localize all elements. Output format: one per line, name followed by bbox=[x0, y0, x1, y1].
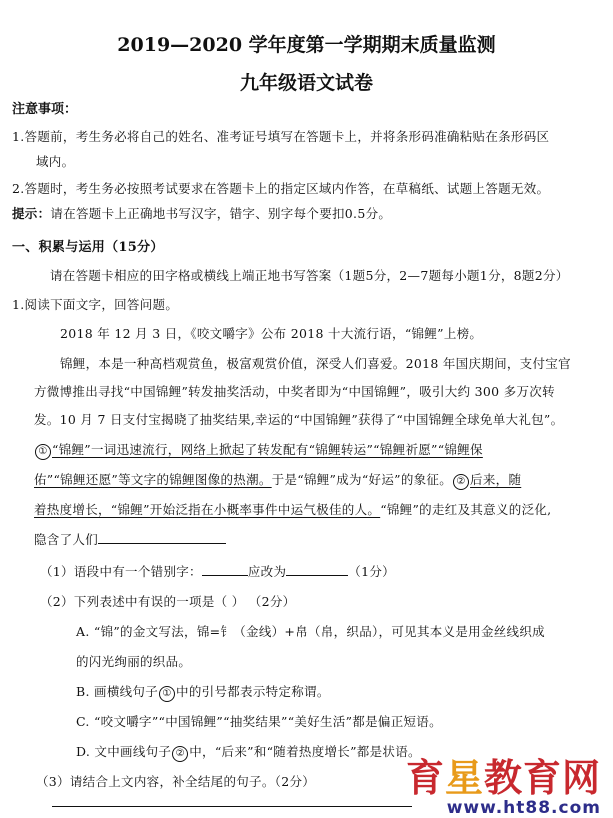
note-item-1-cont: 域内。 bbox=[36, 154, 75, 169]
watermark-url: www.ht88.com bbox=[446, 798, 601, 818]
section-heading: 一、积累与运用（15分） bbox=[12, 240, 164, 255]
passage-p2-line2: 方微博推出寻找“中国锦鲤”转发抽奖活动，中奖者即为“中国锦鲤”，吸引大约 300 多万次转 bbox=[34, 384, 555, 399]
question-1-stem: 1.阅读下面文字，回答问题。 bbox=[12, 297, 179, 312]
subquestion-1-points: （1分） bbox=[348, 564, 395, 579]
option-d-b: 中，“后来”和“随着热度增长”都是状语。 bbox=[189, 744, 421, 759]
passage-text-plain: 于是“锦鲤”成为“好运”的象征。 bbox=[271, 472, 453, 487]
underlined-sentence-2a: 后来，随 bbox=[470, 472, 522, 487]
subquestion-1 bbox=[40, 562, 395, 580]
option-c: C. “咬文嚼字”“中国锦鲤”“抽奖结果”“美好生活”都是偏正短语。 bbox=[76, 714, 442, 729]
answer-blank-correct-char[interactable] bbox=[286, 563, 348, 576]
note-item-2: 2.答题时，考生务必按照考试要求在答题卡上的指定区域内作答，在草稿纸、试题上答题无效。 bbox=[12, 181, 550, 196]
subquestion-1-a: （1）语段中有一个错别字： bbox=[40, 564, 202, 579]
note-item-1: 1.答题前，考生务必将自己的姓名、准考证号填写在答题卡上，并将条形码准确粘贴在条形码区 bbox=[12, 129, 550, 144]
option-b-marker: ① bbox=[159, 686, 175, 702]
passage-text-plain-2: “锦鲤”的走红及其意义的泛化, bbox=[380, 502, 552, 517]
marker-1: ① bbox=[35, 444, 51, 460]
option-b bbox=[76, 682, 330, 702]
option-b-b: 中的引号都表示特定称谓。 bbox=[176, 684, 330, 699]
watermark-text bbox=[406, 758, 601, 798]
passage-p2-line6 bbox=[34, 500, 551, 518]
option-d bbox=[76, 742, 421, 762]
answer-line-3[interactable] bbox=[52, 806, 412, 807]
option-d-a: D. 文中画线句子 bbox=[76, 744, 172, 759]
note-tip bbox=[12, 204, 391, 222]
underlined-sentence-2b: 着热度增长，“锦鲤”开始泛指在小概率事件中运气极佳的人。 bbox=[34, 502, 381, 517]
option-b-a: B. 画横线句子 bbox=[76, 684, 159, 699]
passage-ending-stem: 隐含了人们 bbox=[34, 532, 99, 547]
watermark-logo bbox=[406, 758, 601, 818]
subquestion-1-b: 应改为 bbox=[247, 564, 287, 579]
underlined-sentence-1b: 佑”“锦鲤还愿”等文字的锦鲤图像的热潮。 bbox=[34, 472, 272, 487]
marker-2: ② bbox=[453, 474, 469, 490]
passage-p2-line1: 锦鲤，本是一种高档观赏鱼，极富观赏价值，深受人们喜爱。2018 年国庆期间，支付宝官 bbox=[60, 356, 571, 371]
subquestion-2: （2）下列表述中有误的一项是（ ） （2分） bbox=[40, 594, 296, 609]
passage-p1: 2018 年 12 月 3 日，《咬文嚼字》公布 2018 十大流行语，“锦鲤”上榜。 bbox=[60, 326, 483, 341]
answer-blank-wrong-char[interactable] bbox=[202, 563, 248, 576]
option-a-line2: 的闪光绚丽的织品。 bbox=[76, 654, 192, 669]
option-d-marker: ② bbox=[172, 746, 188, 762]
underlined-sentence-1a: “锦鲤”一词迅速流行，网络上掀起了转发配有“锦鲤转运”“锦鲤祈愿”“锦鲤保 bbox=[52, 442, 483, 457]
exam-subtitle: 九年级语文试卷 bbox=[239, 72, 373, 94]
answer-blank-ending[interactable] bbox=[98, 531, 226, 544]
section-instruction: 请在答题卡相应的田字格或横线上端正地书写答案（1题5分，2—7题每小题1分，8题2分） bbox=[50, 268, 569, 283]
passage-p2-line5 bbox=[34, 470, 521, 490]
option-a-line1: A. “锦”的金文写法，锦=钅（金线）+帛（帛，织品），可见其本义是用金丝线织成 bbox=[76, 624, 545, 639]
subquestion-3: （3）请结合上文内容，补全结尾的句子。（2分） bbox=[36, 774, 316, 789]
tip-text: 请在答题卡上正确地书写汉字，错字、别字每个要扣0.5分。 bbox=[50, 206, 392, 221]
watermark-char-1: 育 bbox=[405, 756, 445, 800]
notes-heading: 注意事项： bbox=[12, 102, 78, 117]
passage-p2-line7 bbox=[34, 530, 226, 548]
tip-label: 提示： bbox=[12, 206, 51, 221]
watermark-char-star: 星 bbox=[444, 756, 484, 800]
exam-title: 2019—2020 学年度第一学期期末质量监测 bbox=[117, 34, 496, 56]
watermark-char-rest: 教育网 bbox=[483, 756, 601, 800]
passage-p2-line3: 发。10 月 7 日支付宝揭晓了抽奖结果,幸运的“中国锦鲤”获得了“中国锦鲤全球免单大礼包”。 bbox=[34, 412, 564, 427]
passage-p2-line4 bbox=[34, 440, 483, 460]
